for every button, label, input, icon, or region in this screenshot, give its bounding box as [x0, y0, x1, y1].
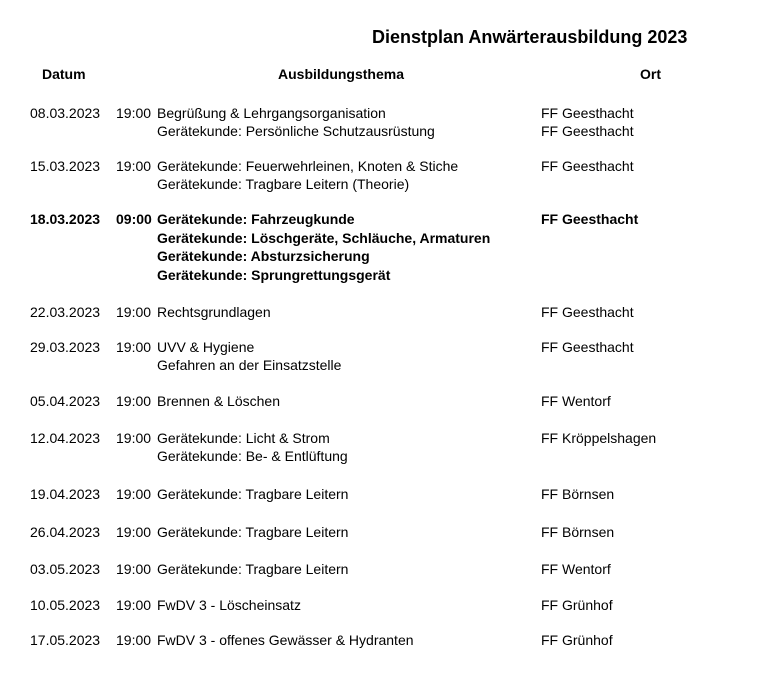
row-time: 19:00: [116, 339, 152, 355]
row-time: 19:00: [116, 105, 152, 121]
row-time: 19:00: [116, 524, 152, 540]
row-location-line: FF Geesthacht: [541, 339, 634, 355]
row-date: 08.03.2023: [30, 105, 101, 121]
row-topic: Gefahren an der Einsatzstelle: [157, 357, 342, 373]
row-topics: [157, 560, 348, 578]
row-topic: Brennen & Löschen: [157, 393, 280, 409]
row-topics: [157, 523, 348, 541]
row-location: [541, 523, 614, 541]
row-topic: Begrüßung & Lehrgangsorganisation: [157, 105, 386, 121]
column-header-datum: Datum: [42, 66, 86, 82]
row-location: [541, 631, 613, 649]
row-location: [541, 157, 634, 175]
row-topic: Gerätekunde: Tragbare Leitern: [157, 524, 349, 540]
row-date: 15.03.2023: [30, 158, 101, 174]
row-location: [541, 303, 634, 321]
row-topic: Gerätekunde: Be- & Entlüftung: [157, 448, 348, 464]
row-location-line: FF Grünhof: [541, 632, 613, 648]
row-topic: Gerätekunde: Persönliche Schutzausrüstung: [157, 123, 435, 139]
row-date: 03.05.2023: [30, 561, 101, 577]
row-time: 09:00: [116, 211, 152, 227]
row-topic: Gerätekunde: Löschgeräte, Schläuche, Armaturen: [157, 229, 491, 246]
row-location-line: FF Geesthacht: [541, 158, 634, 174]
row-topic: FwDV 3 - Löscheinsatz: [157, 597, 301, 613]
row-date: 26.04.2023: [30, 524, 101, 540]
row-date: 18.03.2023: [30, 211, 101, 227]
row-topics: [157, 392, 280, 410]
row-time: 19:00: [116, 158, 152, 174]
row-location-line: FF Wentorf: [541, 393, 611, 409]
row-topics: [157, 104, 435, 140]
row-location-line: FF Geesthacht: [541, 123, 634, 139]
row-topics: [157, 338, 341, 374]
row-topic: Rechtsgrundlagen: [157, 304, 271, 320]
row-time: 19:00: [116, 486, 152, 502]
row-location-line: FF Wentorf: [541, 561, 611, 577]
row-location-line: FF Börnsen: [541, 524, 615, 540]
row-location-line: FF Grünhof: [541, 597, 613, 613]
row-topic: Gerätekunde: Sprungrettungsgerät: [157, 267, 391, 284]
row-topics: [157, 210, 490, 285]
column-header-ort: Ort: [640, 66, 661, 82]
row-date: 12.04.2023: [30, 430, 101, 446]
row-location: [541, 560, 611, 578]
row-topics: [157, 596, 301, 614]
row-location: [541, 210, 638, 229]
row-date: 29.03.2023: [30, 339, 101, 355]
row-location-line: FF Kröppelshagen: [541, 430, 657, 446]
page-title: Dienstplan Anwärterausbildung 2023: [372, 27, 688, 47]
row-date: 19.04.2023: [30, 486, 101, 502]
row-topics: [157, 485, 348, 503]
row-location: [541, 338, 634, 356]
row-topic: Gerätekunde: Fahrzeugkunde: [157, 211, 355, 227]
row-date: 22.03.2023: [30, 304, 101, 320]
row-time: 19:00: [116, 304, 152, 320]
row-location-line: FF Geesthacht: [541, 304, 634, 320]
row-topics: [157, 157, 458, 193]
row-time: 19:00: [116, 632, 152, 648]
row-topic: Gerätekunde: Tragbare Leitern: [157, 561, 349, 577]
row-date: 17.05.2023: [30, 632, 101, 648]
row-topic: Gerätekunde: Licht & Strom: [157, 430, 330, 446]
row-topic: Gerätekunde: Tragbare Leitern (Theorie): [157, 176, 410, 192]
row-location: [541, 104, 634, 140]
row-topics: [157, 631, 414, 649]
row-topic: Gerätekunde: Tragbare Leitern: [157, 486, 349, 502]
column-header-thema: Ausbildungsthema: [278, 66, 405, 82]
row-time: 19:00: [116, 561, 152, 577]
row-location: [541, 485, 614, 503]
row-topic: UVV & Hygiene: [157, 339, 255, 355]
row-topics: [157, 429, 348, 465]
row-location-line: FF Börnsen: [541, 486, 615, 502]
row-topic: FwDV 3 - offenes Gewässer & Hydranten: [157, 632, 414, 648]
row-topic: Gerätekunde: Absturzsicherung: [157, 248, 370, 265]
row-time: 19:00: [116, 393, 152, 409]
row-location-line: FF Geesthacht: [541, 211, 639, 227]
row-topics: [157, 303, 271, 321]
row-location: [541, 392, 611, 410]
row-topic: Gerätekunde: Feuerwehrleinen, Knoten & Stiche: [157, 158, 459, 174]
row-date: 05.04.2023: [30, 393, 101, 409]
row-location: [541, 596, 613, 614]
row-time: 19:00: [116, 597, 152, 613]
row-date: 10.05.2023: [30, 597, 101, 613]
row-location-line: FF Geesthacht: [541, 105, 634, 121]
row-location: [541, 429, 656, 447]
row-time: 19:00: [116, 430, 152, 446]
